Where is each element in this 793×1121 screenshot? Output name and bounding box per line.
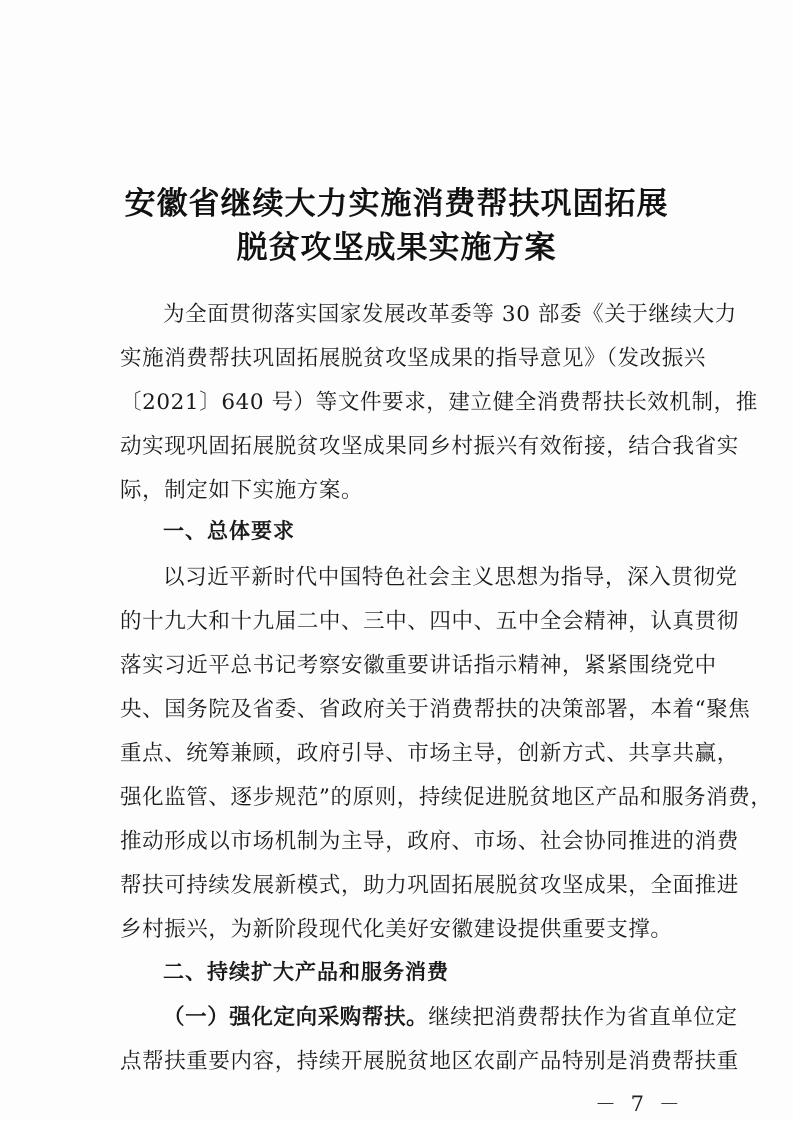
document-title-line-1: 安徽省继续大力实施消费帮扶巩固拓展 xyxy=(124,186,669,222)
subsection-text: 继续把消费帮扶作为省直单位定 xyxy=(428,1005,738,1030)
section-1-line: 重点、统筹兼顾，政府引导、市场主导，创新方式、共享共赢， xyxy=(120,741,739,766)
section-1-line: 央、国务院及省委、省政府关于消费帮扶的决策部署，本着“聚焦 xyxy=(120,697,751,722)
section-1-line: 以习近平新时代中国特色社会主义思想为指导，深入贯彻党 xyxy=(163,565,738,590)
intro-line: 际，制定如下实施方案。 xyxy=(120,478,364,503)
section-2-paragraph-line: 点帮扶重要内容，持续开展脱贫地区农副产品特别是消费帮扶重 xyxy=(120,1049,739,1074)
intro-line: 〔2021〕640 号）等文件要求，建立健全消费帮扶长效机制，推 xyxy=(120,390,758,415)
section-1-line: 强化监管、逐步规范”的原则，持续促进脱贫地区产品和服务消费， xyxy=(120,785,773,810)
section-1-line: 乡村振兴，为新阶段现代化美好安徽建设提供重要支撑。 xyxy=(120,917,673,942)
section-1-line: 帮扶可持续发展新模式，助力巩固拓展脱贫攻坚成果，全面推进 xyxy=(120,873,739,898)
intro-line: 为全面贯彻落实国家发展改革委等 30 部委《关于继续大力 xyxy=(163,302,737,327)
intro-line: 动实现巩固拓展脱贫攻坚成果同乡村振兴有效衔接，结合我省实 xyxy=(120,434,739,459)
section-1-line: 推动形成以市场机制为主导，政府、市场、社会协同推进的消费 xyxy=(120,829,739,854)
section-1-heading: 一、总体要求 xyxy=(163,519,295,543)
section-1-line: 的十九大和十九届二中、三中、四中、五中全会精神，认真贯彻 xyxy=(120,609,739,634)
document-title-line-2: 脱贫攻坚成果实施方案 xyxy=(236,230,557,266)
page-number: － 7 － xyxy=(595,1092,684,1116)
section-1-line: 落实习近平总书记考察安徽重要讲话指示精神，紧紧围绕党中 xyxy=(120,653,717,678)
section-2-paragraph-line xyxy=(163,1000,738,1031)
section-2-heading: 二、持续扩大产品和服务消费 xyxy=(163,960,449,984)
subsection-heading: （一）强化定向采购帮扶。 xyxy=(163,1005,429,1030)
intro-line: 实施消费帮扶巩固拓展脱贫攻坚成果的指导意见》（发改振兴 xyxy=(120,346,706,371)
